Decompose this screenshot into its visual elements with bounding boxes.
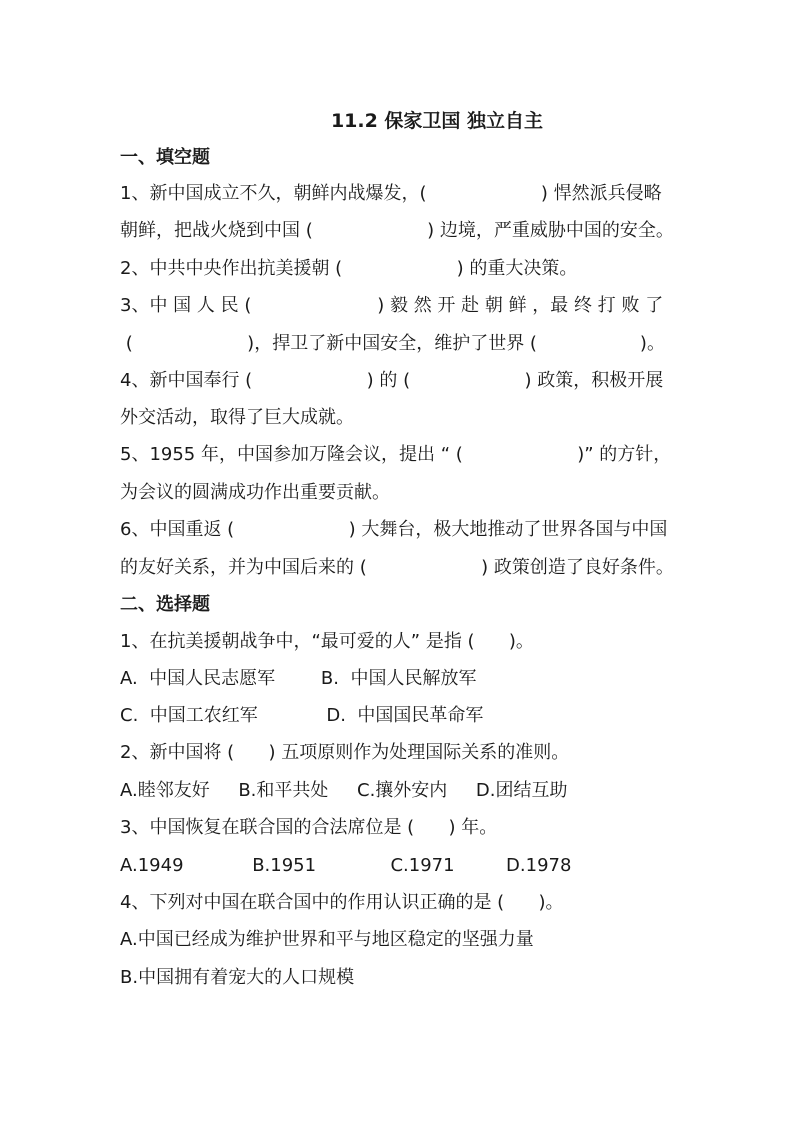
fill-blank-line: 外交活动，取得了巨大成就。 <box>120 407 354 428</box>
fill-blank-line: 的友好关系，并为中国后来的 ( ) 政策创造了良好条件。 <box>120 557 674 578</box>
choice-line: C. 中国工农红军 D. 中国国民革命军 <box>120 705 484 726</box>
choice-line: A.睦邻友好 B.和平共处 C.攘外安内 D.团结互助 <box>120 780 568 801</box>
fill-blank-line: ( )，捍卫了新中国安全，维护了世界 ( )。 <box>120 333 665 354</box>
page-title: 11.2 保家卫国 独立自主 <box>330 110 544 132</box>
fill-blank-line: 1、新中国成立不久，朝鲜内战爆发，( ) 悍然派兵侵略 <box>120 183 662 204</box>
choice-line: 3、中国恢复在联合国的合法席位是 ( ) 年。 <box>120 817 498 838</box>
fill-blank-line: 3、中 国 人 民 ( ) 毅 然 开 赴 朝 鲜 ，最 终 打 败 了 <box>120 295 664 316</box>
fill-blank-line: 2、中共中央作出抗美援朝 ( ) 的重大决策。 <box>120 258 578 279</box>
choice-line: 1、在抗美援朝战争中，“最可爱的人” 是指 ( )。 <box>120 631 534 652</box>
fill-blank-line: 为会议的圆满成功作出重要贡献。 <box>120 482 390 503</box>
section-heading-multiple-choice: 二、选择题 <box>120 594 210 615</box>
fill-blank-line: 5、1955 年，中国参加万隆会议，提出 “ ( )” 的方针， <box>120 444 672 465</box>
choice-line: B.中国拥有着宠大的人口规模 <box>120 967 355 988</box>
fill-blank-line: 6、中国重返 ( ) 大舞台，极大地推动了世界各国与中国 <box>120 519 668 540</box>
choice-line: 2、新中国将 ( ) 五项原则作为处理国际关系的准则。 <box>120 742 570 763</box>
fill-blank-line: 朝鲜，把战火烧到中国 ( ) 边境，严重威胁中国的安全。 <box>120 220 674 241</box>
choice-line: A.1949 B.1951 C.1971 D.1978 <box>120 855 572 876</box>
choice-line: A. 中国人民志愿军 B. 中国人民解放军 <box>120 668 477 689</box>
fill-blank-line: 4、新中国奉行 ( ) 的 ( ) 政策，积极开展 <box>120 370 664 391</box>
choice-line: 4、下列对中国在联合国中的作用认识正确的是 ( )。 <box>120 892 564 913</box>
choice-line: A.中国已经成为维护世界和平与地区稳定的坚强力量 <box>120 929 534 950</box>
section-heading-fill-blank: 一、填空题 <box>120 147 210 168</box>
